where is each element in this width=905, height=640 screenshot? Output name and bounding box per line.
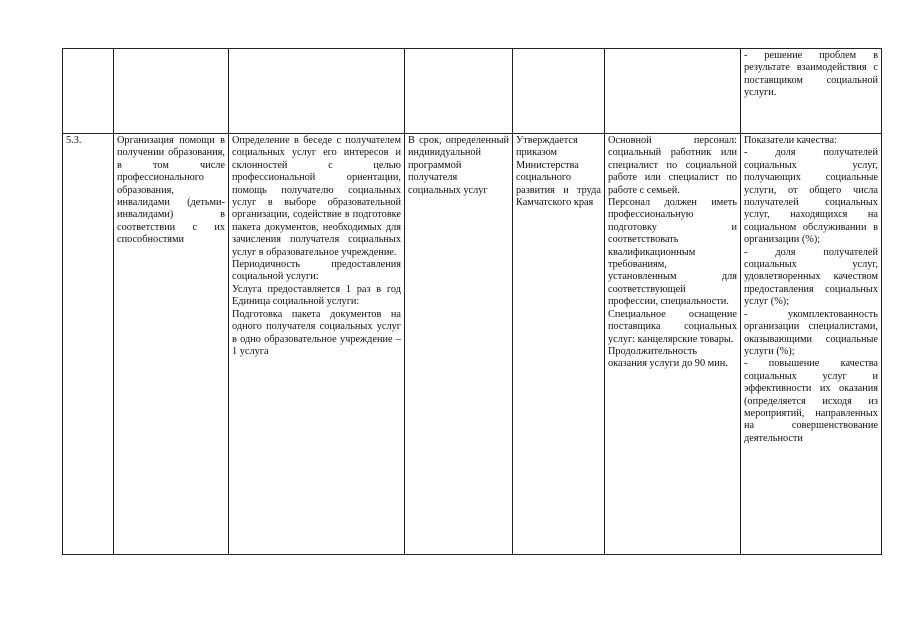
cell-quality-tail: - решение проблем в результате взаимодействия с поставщиком социальной услуги. (741, 49, 882, 134)
description-paragraph: Определение в беседе с получателем социальных услуг его интересов и склонностей с целью профессиональной ориентации, помощь получателю социальных услуг в выборе образовательной организации, содействие в подготовке пакета документов, необходимых для зачисления получателя социальных услуг в образовательное учреждение. (232, 135, 401, 258)
cell-conditions (605, 134, 741, 555)
cell-approval-empty (513, 49, 605, 134)
quality-item: - укомплектованность организации специалистами, оказывающими социальные услуги (%); (744, 308, 878, 357)
quality-item: - доля получателей социальных услуг, получающих социальные услуги, от общего числа получателей социальных услуг, находящихся на социальном обслуживании в организации (%); (744, 147, 878, 246)
cell-number-empty (63, 49, 114, 134)
quality-heading: Показатели качества: (744, 135, 837, 146)
cell-description (229, 134, 405, 555)
table-row-continuation (63, 49, 882, 134)
conditions-paragraph: Продолжительность оказания услуги до 90 мин. (608, 345, 728, 370)
quality-item: - повышение качества социальных услуг и эффективности их оказания (определяется исходя из мероприятий, направленных на совершенствование деятельности (744, 358, 878, 444)
cell-service-name: Организация помощи в получении образования, в том числе профессионального образования, инвалидами (детьми-инвалидами) в соответствии с их способностями (114, 134, 229, 555)
cell-term-empty (405, 49, 513, 134)
cell-description-empty (229, 49, 405, 134)
table-row-5-3 (63, 134, 882, 555)
cell-term: В срок, определенный индивидуальной программой получателя социальных услуг (405, 134, 513, 555)
cell-quality (741, 134, 882, 555)
cell-name-empty (114, 49, 229, 134)
description-paragraph: Услуга предоставляется 1 раз в год Единица социальной услуги: (232, 283, 401, 308)
quality-item: - доля получателей социальных услуг, удовлетворенных качеством предоставления социальных услуг (%); (744, 246, 878, 308)
services-table (62, 48, 882, 555)
conditions-paragraph: Специальное оснащение поставщика социальных услуг: канцелярские товары. (608, 308, 737, 345)
conditions-paragraph: Персонал должен иметь профессиональную подготовку и соответствовать квалификационным требованиям, установленным для соответствующей профессии, специальности. (608, 197, 737, 308)
description-paragraph: Периодичность предоставления социальной услуги: (232, 259, 401, 283)
cell-approval: Утверждается приказом Министерства социального развития и труда Камчатского края (513, 134, 605, 555)
description-paragraph: Подготовка пакета документов на одного получателя социальных услуг в одно образовательное учреждение – 1 услуга (232, 308, 401, 357)
conditions-paragraph: Основной персонал: социальный работник или специалист по социальной работе или специалист по работе с семьей. (608, 135, 737, 196)
cell-number: 5.3. (63, 134, 114, 555)
cell-conditions-empty (605, 49, 741, 134)
